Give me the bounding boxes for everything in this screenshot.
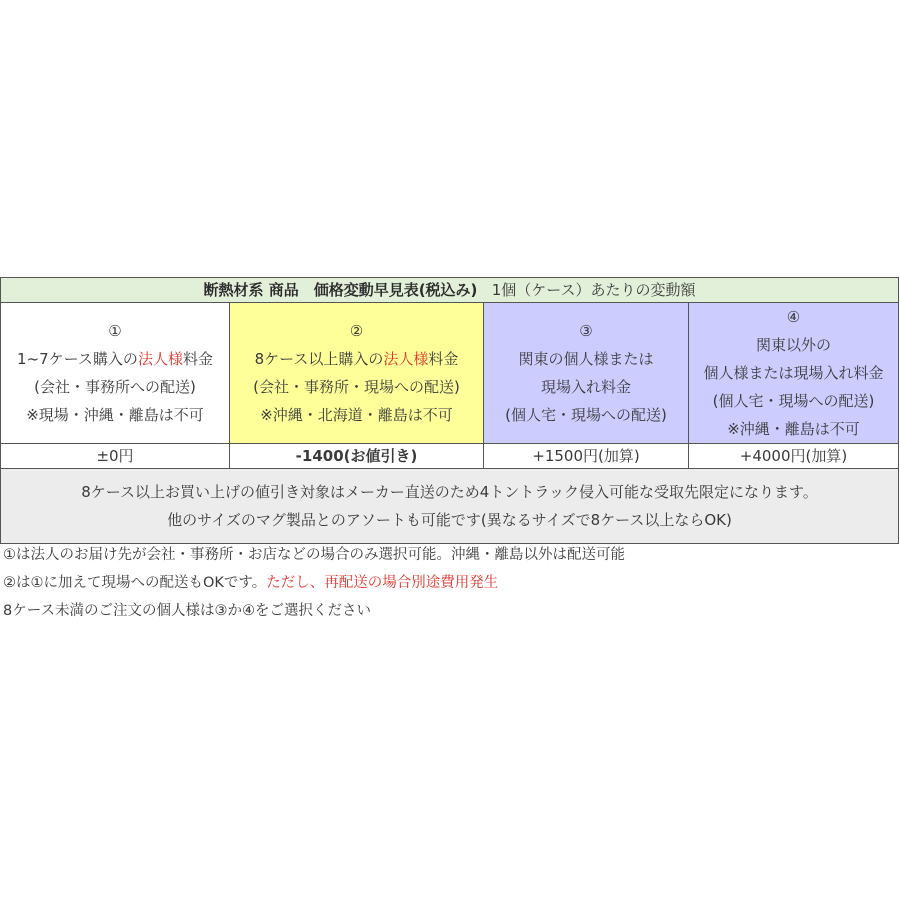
option-restriction: ※沖縄・北海道・離島は不可 — [260, 406, 453, 424]
option-title: 8ケース以上購入の法人様料金 — [254, 350, 459, 368]
footnote-warning: ただし、再配送の場合別途費用発生 — [266, 575, 499, 591]
table-title-row — [1, 278, 899, 303]
option-detail-2: (個人宅・現場への配送) — [712, 392, 875, 410]
option-detail: 個人様または現場入れ料金 — [703, 364, 884, 382]
price-value-row — [1, 444, 899, 469]
table-title-main: 断熱材系 商品 価格変動早見表(税込み) — [203, 281, 478, 299]
option-restriction: ※現場・沖縄・離島は不可 — [26, 406, 204, 424]
footnote-1: ①は法人のお届け先が会社・事務所・お店などの場合のみ選択可能。沖縄・離島以外は配送可能 — [3, 547, 625, 563]
option-title: 1~7ケース購入の法人様料金 — [17, 350, 213, 368]
table-title — [1, 278, 899, 303]
option-1-cell — [1, 303, 230, 444]
option-4-value: +4000円(加算) — [689, 444, 899, 469]
option-1-value: ±0円 — [1, 444, 230, 469]
option-restriction: (個人宅・現場への配送) — [505, 406, 667, 424]
option-detail: 現場入れ料金 — [540, 378, 631, 396]
option-2-cell — [230, 303, 484, 444]
note-line: 8ケース以上お買い上げの値引き対象はメーカー直送のため4トントラック侵入可能な受取先限定になります。 — [81, 483, 818, 501]
note-cell — [1, 469, 899, 544]
footnote-3: 8ケース未満のご注文の個人様は③か④をご選択ください — [3, 603, 371, 619]
price-change-table — [0, 277, 899, 544]
option-number: ④ — [786, 308, 801, 326]
footnote-2: ②は①に加えて現場への配送もOKです。ただし、再配送の場合別途費用発生 — [3, 575, 499, 591]
footnotes — [3, 541, 625, 625]
option-number: ② — [349, 322, 364, 340]
option-3-value: +1500円(加算) — [484, 444, 689, 469]
highlight-text: 法人様 — [137, 350, 183, 368]
option-number: ① — [108, 322, 122, 340]
option-4-cell — [689, 303, 899, 444]
option-title: 関東以外の — [756, 336, 832, 354]
option-restriction: ※沖縄・離島は不可 — [727, 420, 860, 438]
note-line: 他のサイズのマグ製品とのアソートも可能です(異なるサイズで8ケース以上ならOK) — [167, 511, 732, 529]
option-header-row — [1, 303, 899, 444]
option-title: 関東の個人様または — [518, 350, 654, 368]
table-title-sub: 1個（ケース）あたりの変動額 — [491, 281, 696, 299]
highlight-text: 法人様 — [383, 350, 429, 368]
option-detail: (会社・事務所への配送) — [34, 378, 196, 396]
option-number: ③ — [579, 322, 593, 340]
option-3-cell — [484, 303, 689, 444]
note-row — [1, 469, 899, 544]
option-detail: (会社・事務所・現場への配送) — [253, 378, 460, 396]
option-2-value: -1400(お値引き) — [230, 444, 484, 469]
